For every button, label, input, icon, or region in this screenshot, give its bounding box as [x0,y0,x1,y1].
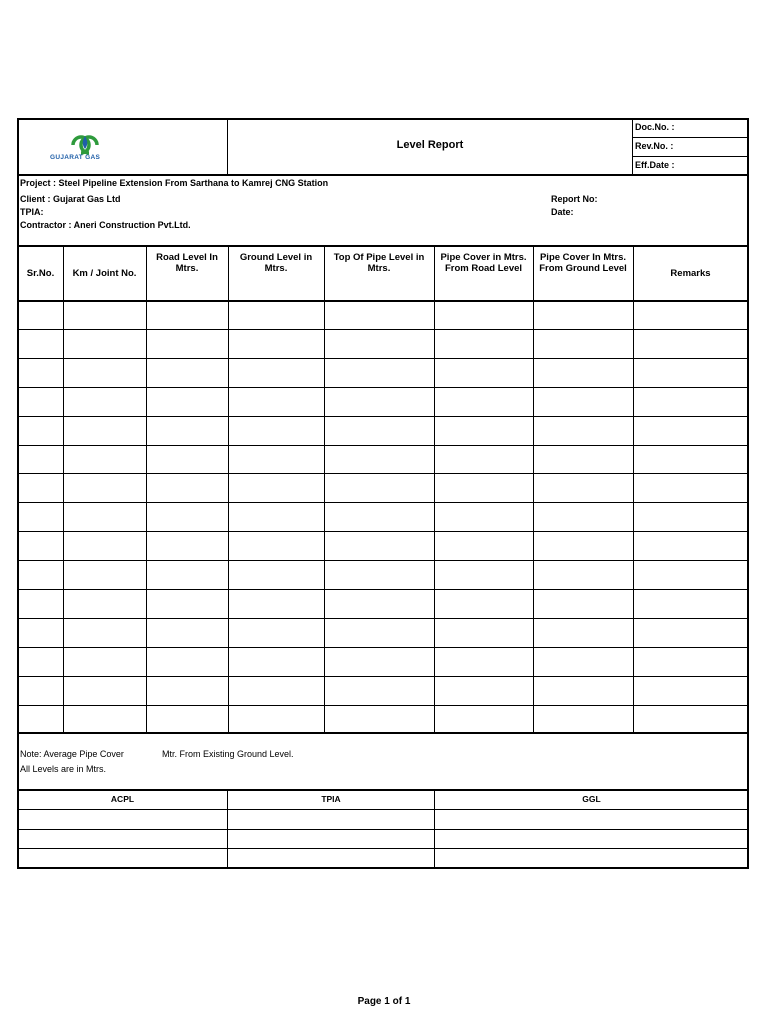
date-label: Date: [551,207,574,217]
table-row [18,445,748,446]
table-row [18,560,748,561]
client-label: Client : Gujarat Gas Ltd [20,194,121,204]
column-header: Sr.No. [26,267,55,279]
doc-no-label: Doc.No. : [635,122,675,132]
table-bottom-rule [18,732,748,734]
table-row [18,473,748,474]
column-header: Pipe Cover In Mtrs. From Ground Level [539,252,627,274]
signature-rule-1 [18,809,748,810]
table-header-rule [18,300,748,302]
note-line-1a: Note: Average Pipe Cover [20,749,124,759]
contractor-label: Contractor : Aneri Construction Pvt.Ltd. [20,220,191,230]
table-column-divider [63,246,64,732]
table-row [18,618,748,619]
rev-no-label: Rev.No. : [635,141,674,151]
column-header: Remarks [670,267,711,279]
note-line-2: All Levels are in Mtrs. [20,764,107,774]
logo-text: GUJARAT GAS [50,154,101,161]
column-header: Km / Joint No. [72,267,137,279]
table-column-divider [434,246,435,732]
note-line-1b: Mtr. From Existing Ground Level. [162,749,294,759]
table-row [18,647,748,648]
table-row [18,387,748,388]
table-column-divider [228,246,229,732]
table-column-divider [533,246,534,732]
page-title: Level Report [396,139,464,151]
table-column-divider [324,246,325,732]
signature-tpia: TPIA [321,794,341,804]
table-row [18,705,748,706]
signature-rule-2 [18,829,748,830]
table-row [18,676,748,677]
project-label: Project : Steel Pipeline Extension From Sarthana to Kamrej CNG Station [20,178,329,188]
table-column-divider [633,246,634,732]
eff-date-label: Eff.Date : [635,160,675,170]
column-header: Road Level In Mtrs. [156,252,218,274]
tpia-label: TPIA: [20,207,44,217]
signature-rule-3 [18,848,748,849]
column-header: Pipe Cover in Mtrs. From Road Level [440,252,527,274]
page-number: Page 1 of 1 [357,996,411,1007]
table-row [18,358,748,359]
signature-acpl: ACPL [110,794,135,804]
table-row [18,416,748,417]
table-row [18,329,748,330]
report-no-label: Report No: [551,194,598,204]
column-header: Top Of Pipe Level in Mtrs. [333,252,425,274]
column-header: Ground Level in Mtrs. [239,252,313,274]
signature-ggl: GGL [582,794,601,804]
table-column-divider [146,246,147,732]
table-row [18,502,748,503]
table-row [18,589,748,590]
table-row [18,531,748,532]
